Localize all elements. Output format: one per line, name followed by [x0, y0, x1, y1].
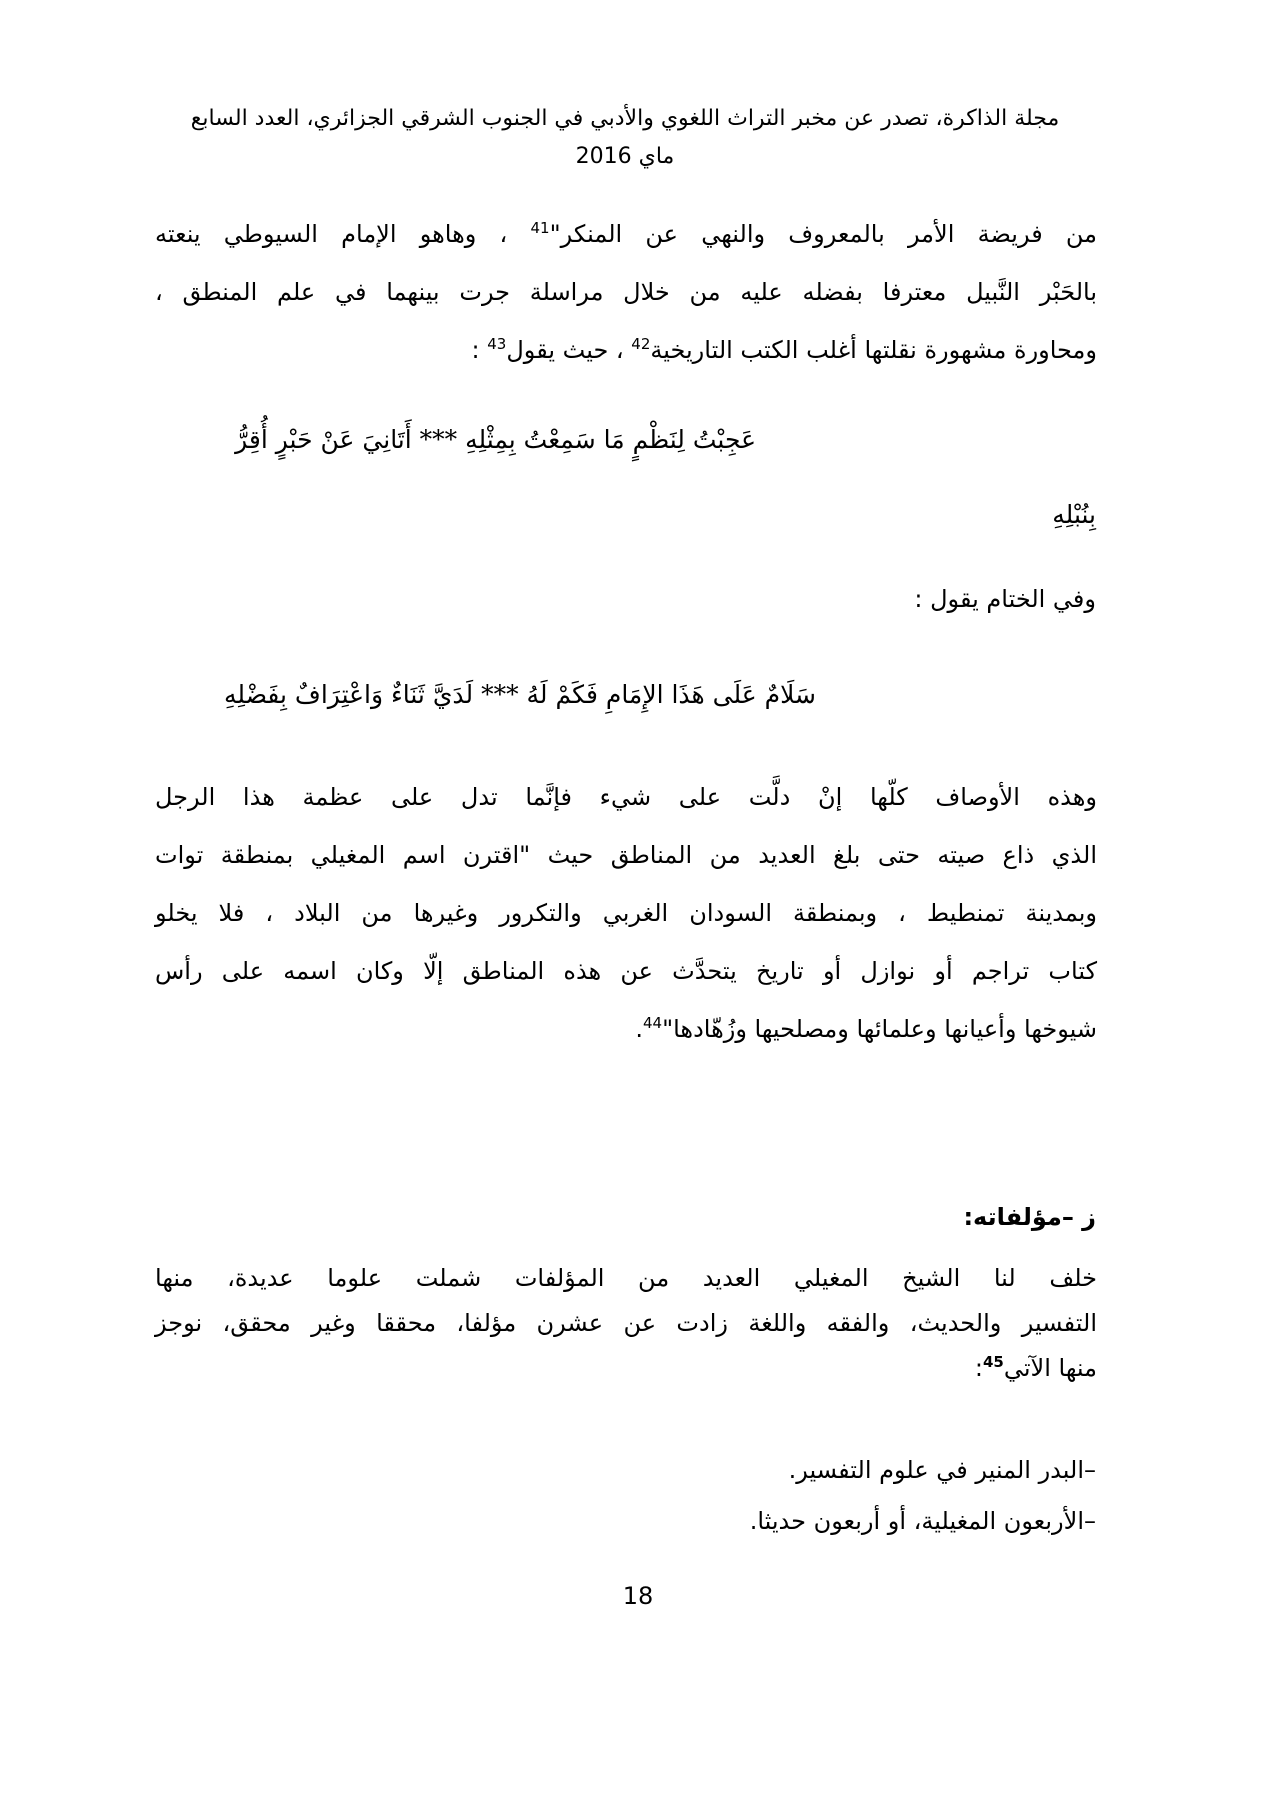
journal-header	[150, 100, 1100, 176]
paragraph-3	[155, 768, 1097, 1058]
verse-1-line-2: بِنُبْلِهِ	[1052, 500, 1096, 529]
text-run: :	[471, 336, 488, 364]
text-run: ومحاورة مشهورة نقلتها أغلب الكتب التاريخية	[650, 336, 1097, 364]
text-run: شيوخها وأعيانها وعلمائها ومصلحيها وزُهّادها"	[662, 1015, 1097, 1043]
verse-2: سَلَامٌ عَلَى هَذَا الإِمَامِ فَكَمْ لَهُ *** لَدَيَّ ثَنَاءٌ وَاعْتِرَافٌ بِفَضْلِهِ	[224, 680, 816, 709]
list-item: –الأربعون المغيلية، أو أربعون حديثا.	[749, 1507, 1096, 1535]
paragraph-1	[155, 205, 1097, 379]
text-run: .	[635, 1015, 643, 1043]
paragraph-1-line-2: بالحَبْر النَّبيل معترفا بفضله عليه من خلال مراسلة جرت بينهما في علم المنطق ،	[155, 278, 1097, 306]
verse-1-line-1: عَجِبْتُ لِنَظْمٍ مَا سَمِعْتُ بِمِثْلِهِ *** أَتَانِيَ عَنْ حَبْرٍ أُقِرُّ	[235, 425, 756, 454]
text-run: ، وهاهو الإمام السيوطي ينعته	[155, 220, 531, 248]
paragraph-4-line-2: التفسير والحديث، والفقه واللغة زادت عن عشرن مؤلفا، محققا وغير محقق، نوجز	[155, 1309, 1097, 1337]
journal-header-line2: ماي 2016	[575, 144, 675, 169]
text-run: من فريضة الأمر بالمعروف والنهي عن المنكر"	[549, 220, 1097, 248]
paragraph-3-line-3: وبمدينة تمنطيط ، وبمنطقة السودان الغربي والتكرور وغيرها من البلاد ، فلا يخلو	[155, 899, 1097, 927]
paragraph-4	[155, 1256, 1097, 1391]
paragraph-3-line-5	[155, 1000, 1097, 1058]
text-run: ، حيث يقول	[506, 336, 632, 364]
closing-intro: وفي الختام يقول :	[914, 585, 1096, 613]
paragraph-4-line-1: خلف لنا الشيخ المغيلي العديد من المؤلفات شملت علوما عديدة، منها	[155, 1264, 1097, 1292]
text-run: :	[974, 1354, 983, 1382]
footnote-44: 44	[642, 1014, 663, 1032]
footnote-43: 43	[487, 335, 507, 353]
journal-header-line1: مجلة الذاكرة، تصدر عن مخبر التراث اللغوي والأدبي في الجنوب الشرقي الجزائري، العدد السابع	[190, 106, 1060, 131]
footnote-41: 41	[530, 219, 550, 237]
paragraph-4-line-3	[155, 1346, 1097, 1391]
paragraph-1-line-1	[155, 205, 1097, 263]
footnote-42: 42	[631, 335, 651, 353]
section-heading: ز –مؤلفاته:	[963, 1203, 1096, 1231]
paragraph-1-line-3	[155, 321, 1097, 379]
paragraph-3-line-4: كتاب تراجم أو نوازل أو تاريخ يتحدَّث عن هذه المناطق إلّا وكان اسمه على رأس	[155, 957, 1097, 985]
text-run: منها الآتي	[1003, 1354, 1097, 1382]
footnote-45: 45	[982, 1353, 1004, 1371]
list-item: –البدر المنير في علوم التفسير.	[788, 1456, 1096, 1484]
paragraph-3-line-1: وهذه الأوصاف كلّها إنْ دلَّت على شيء فإنَّما تدل على عظمة هذا الرجل	[155, 783, 1097, 811]
works-list	[296, 1445, 1096, 1547]
page-number: 18	[622, 1582, 654, 1610]
paragraph-3-line-2: الذي ذاع صيته حتى بلغ العديد من المناطق حيث "اقترن اسم المغيلي بمنطقة توات	[155, 841, 1097, 869]
